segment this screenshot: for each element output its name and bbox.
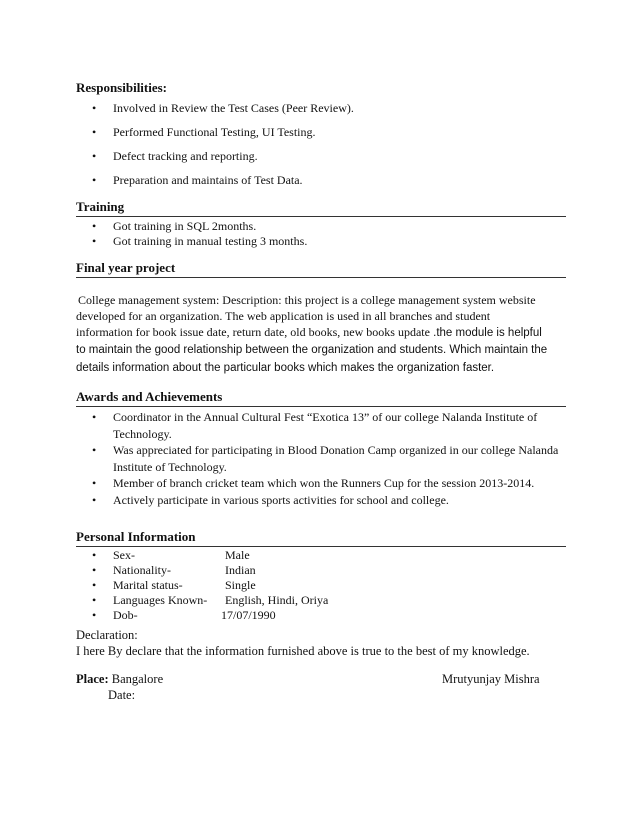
list-item: • Involved in Review the Test Cases (Peer Review).	[92, 101, 354, 115]
list-item: • Marital status- Single	[92, 578, 256, 592]
bullet-icon: •	[92, 149, 97, 163]
project-description: College management system: Description: this project is a college management system website developed for an organization. The web application is used in all branches and student information for book issue date, return date, old books, new books update .the module is helpful to maintain the good relationship between the organization and students. Which maintain the details information about the particular books which makes the organization faster.	[76, 293, 548, 374]
bullet-icon: •	[92, 548, 97, 562]
date-label: Date:	[108, 688, 136, 702]
bullet-icon: •	[92, 101, 97, 115]
list-item: • Nationality- Indian	[92, 563, 256, 577]
place-value: Bangalore	[108, 672, 164, 686]
awards-section	[76, 389, 566, 508]
personal-section	[76, 529, 566, 623]
list-item: • Actively participate in various sports activities for school and college.	[92, 492, 449, 507]
bullet-icon: •	[92, 125, 97, 139]
list-item: • Languages Known- English, Hindi, Oriya	[92, 593, 329, 607]
list-item: • Got training in SQL 2months.	[92, 219, 257, 233]
awards-heading: Awards and Achievements	[76, 389, 566, 407]
list-item: • Member of branch cricket team which won the Runners Cup for the session 2013-2014.	[92, 476, 535, 490]
personal-heading: Personal Information	[76, 529, 566, 547]
signature-block	[76, 671, 566, 711]
bullet-icon: •	[92, 578, 97, 592]
responsibilities-section	[76, 80, 566, 197]
responsibilities-list	[76, 101, 566, 197]
list-item: • Dob- 17/07/1990	[92, 608, 276, 622]
responsibilities-heading: Responsibilities:	[76, 80, 168, 95]
list-item: • Defect tracking and reporting.	[92, 149, 258, 163]
bullet-icon: •	[92, 234, 97, 248]
bullet-icon: •	[92, 492, 97, 507]
list-item: • Got training in manual testing 3 months.	[92, 234, 308, 248]
place-label: Place:	[76, 672, 109, 686]
list-item: • Coordinator in the Annual Cultural Fest “Exotica 13” of our college Nalanda Institute of Technology.	[92, 410, 538, 441]
training-section	[76, 199, 566, 249]
awards-list	[76, 409, 566, 508]
training-heading: Training	[76, 199, 566, 217]
signatory-name: Mrutyunjay Mishra	[442, 672, 540, 686]
bullet-icon: •	[92, 173, 97, 187]
personal-list	[76, 548, 566, 623]
bullet-icon: •	[92, 410, 97, 424]
declaration-text: I here By declare that the information furnished above is true to the best of my knowledge.	[76, 644, 530, 658]
list-item: • Was appreciated for participating in Blood Donation Camp organized in our college Nalanda Institute of Technology.	[92, 443, 559, 474]
list-item: • Preparation and maintains of Test Data.	[92, 173, 303, 187]
bullet-icon: •	[92, 593, 97, 607]
bullet-icon: •	[92, 443, 97, 457]
project-heading: Final year project	[76, 260, 566, 278]
declaration-section	[76, 627, 576, 659]
declaration-title: Declaration:	[76, 628, 138, 642]
list-item: • Performed Functional Testing, UI Testing.	[92, 125, 316, 139]
bullet-icon: •	[92, 476, 97, 490]
bullet-icon: •	[92, 219, 97, 233]
bullet-icon: •	[92, 563, 97, 577]
list-item: • Sex- Male	[92, 548, 250, 562]
training-list	[76, 219, 566, 249]
project-section	[76, 260, 566, 377]
bullet-icon: •	[92, 608, 97, 622]
